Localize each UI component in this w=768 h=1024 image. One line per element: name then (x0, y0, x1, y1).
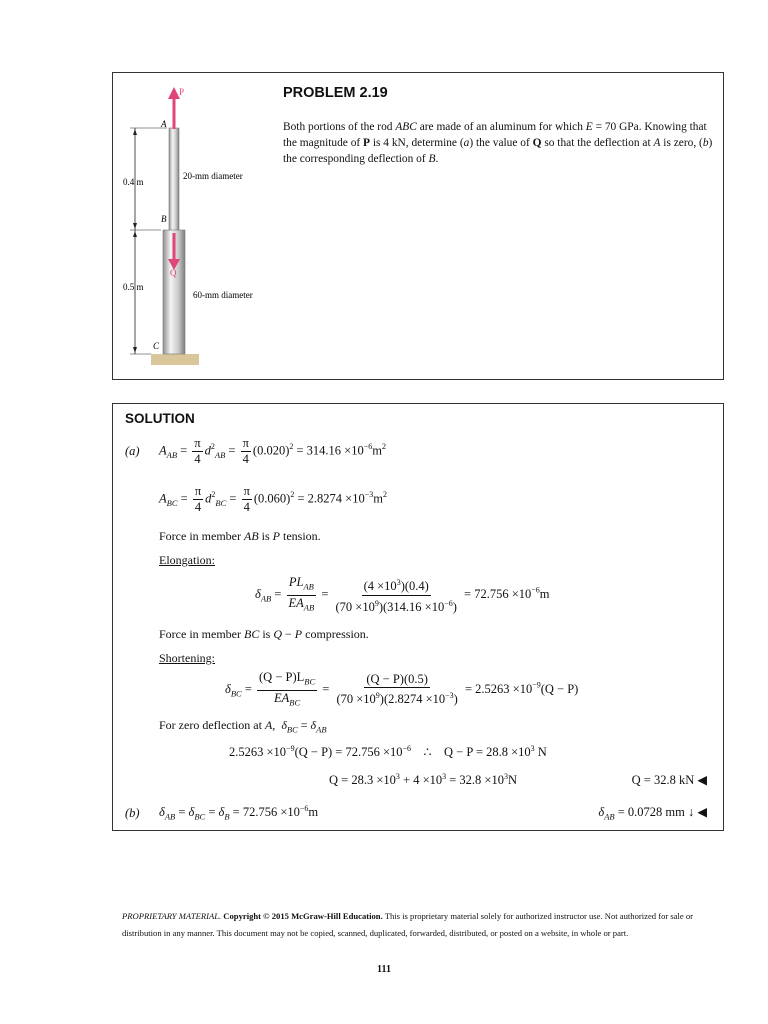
rod-figure (113, 73, 283, 379)
equation-area-bc: $A_{BC}$ = $\frac{\pi}{4}$ $d^2_{BC}$ = $\frac{\pi}{4}$ $(0.060)^2 = 2.8274 \times 10^{-3}m^2$ (159, 484, 387, 514)
label-a: A (161, 119, 167, 129)
footer-label: PROPRIETARY MATERIAL. (122, 911, 222, 921)
equation-area-ab: $A_{AB}$ = $\frac{\pi}{4}$ $d^2_{AB}$ = $\frac{\pi}{4}$ $(0.020)^2 = 314.16 \times 10^{-6}m^2$ (159, 436, 386, 466)
solution-box (112, 403, 724, 831)
ground-support (151, 354, 199, 365)
problem-statement: Both portions of the rod ABC are made of an aluminum for which E = 70 GPa. Knowing that the magnitude of P is 4 kN, determine (a) the value of Q so that the deflection at A is zero, (b) the corresponding deflection of B. (283, 121, 713, 165)
dim-label-top: 0.4 m (123, 177, 144, 187)
shortening-label: Shortening: (159, 651, 215, 665)
part-a-label: (a) (125, 444, 140, 458)
rod-ab (169, 128, 179, 232)
label-q: Q (170, 268, 177, 278)
problem-title: PROBLEM 2.19 (283, 85, 388, 101)
footer-notice (122, 908, 722, 942)
equation-q: $Q = 28.3 \times 10^3 + 4 \times 10^3 = 32.8 \times 10^3N$ (329, 772, 518, 788)
part-b-label: (b) (125, 806, 140, 820)
answer-b: $\delta_{AB} = 0.0728$ mm ↓ ◀ (598, 805, 707, 822)
diameter-label-top: 20-mm diameter (183, 171, 243, 181)
equation-part-b: $\delta_{AB} = \delta_{BC} = \delta_B = 72.756 \times 10^{-6}m$ (159, 804, 319, 822)
answer-marker-icon: ◀ (697, 773, 707, 787)
zero-deflection-text: For zero deflection at A, $\delta_{BC} = \delta_{AB}$ (159, 718, 327, 735)
answer-marker-icon: ◀ (697, 805, 707, 819)
force-bc-text: Force in member BC is Q − P compression. (159, 627, 369, 641)
label-c: C (153, 341, 160, 351)
force-ab-text: Force in member AB is P tension. (159, 529, 321, 543)
label-p: P (179, 87, 185, 97)
footer-copyright: Copyright © 2015 McGraw-Hill Education. (223, 911, 383, 921)
label-b: B (161, 214, 167, 224)
problem-box (112, 72, 724, 380)
elongation-label: Elongation: (159, 553, 215, 567)
dim-label-bottom: 0.5 m (123, 282, 144, 292)
answer-q: Q = 32.8 kN ◀ (631, 773, 707, 787)
equation-delta-bc: $\delta_{BC}$ = $\frac{(Q - P)L_{BC}}{EA_{BC}}$ = $\frac{(Q - P)(0.5)}{(70 \times 10^9)(2.8274 \times 10^{-3})}$ = $2.5263 \times 10^{-9}(Q - P)$ (225, 670, 579, 707)
equation-delta-ab: $\delta_{AB}$ = $\frac{PL_{AB}}{EA_{AB}}$ = $\frac{(4 \times 10^3)(0.4)}{(70 \times 10^9)(314.16 \times 10^{-6})}$ = $72.756 \times 10^{-6}m$ (255, 575, 550, 614)
footer-text: This is proprietary material solely for authorized instructor use. Not authorized for sale or distribution in any manner. This document may not be copied, scanned, duplicated, forwarded, distributed, or posted on a website, in whole or part. (122, 911, 694, 938)
equation-zero-deflection: $2.5263 \times 10^{-9}(Q - P) = 72.756 \times 10^{-6}$ ∴ $Q - P = 28.8 \times 10^3$ N (229, 744, 547, 760)
page-number: 111 (377, 964, 391, 975)
diameter-label-bottom: 60-mm diameter (193, 290, 253, 300)
solution-title: SOLUTION (125, 411, 195, 426)
